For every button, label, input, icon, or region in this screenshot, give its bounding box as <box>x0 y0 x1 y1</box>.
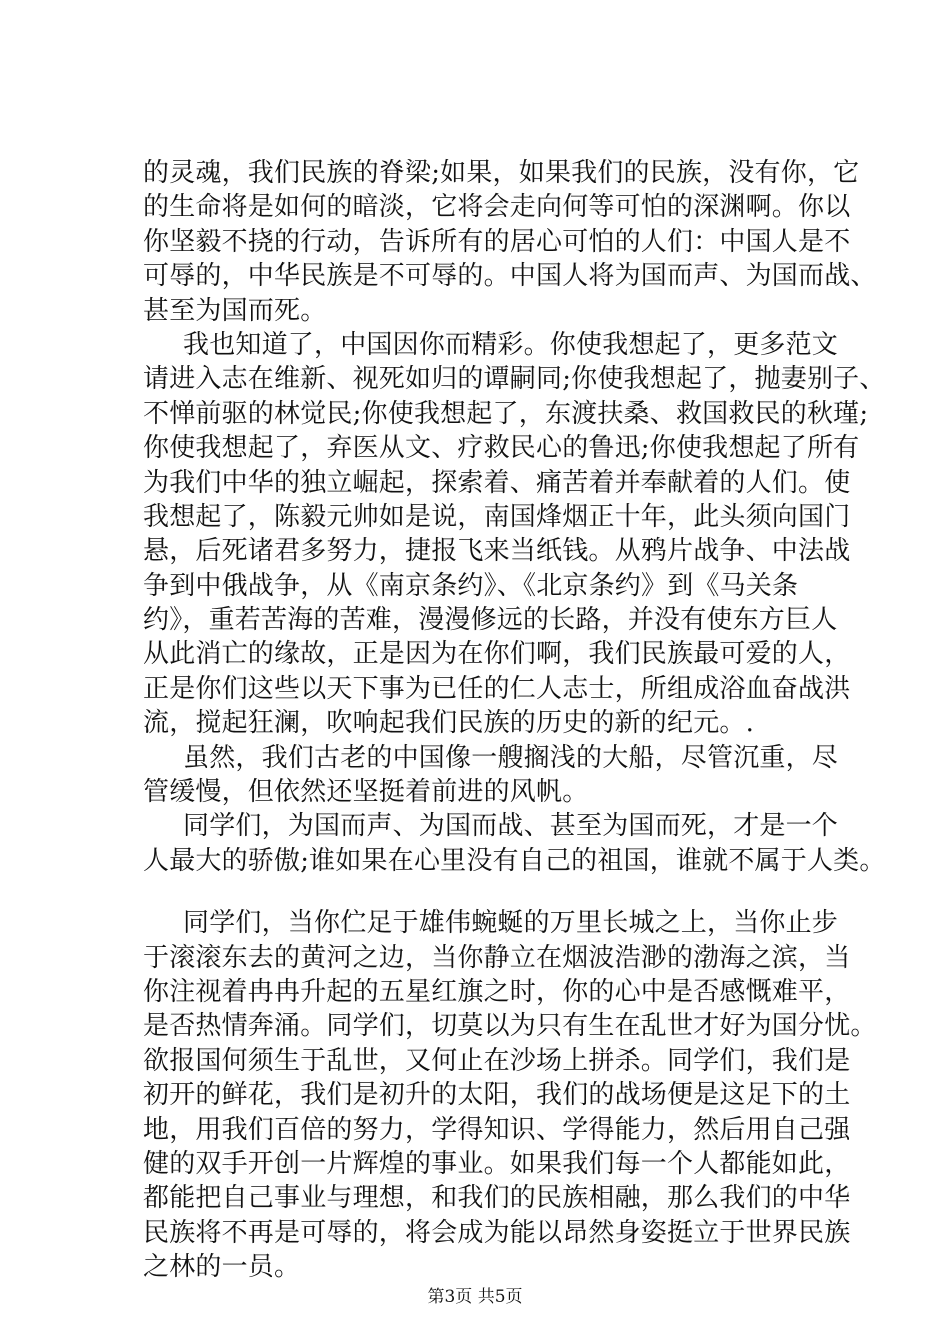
text-line: 约》，重若苦海的苦难，漫漫修远的长路，并没有使东方巨人 <box>143 605 838 636</box>
paragraph-gap <box>143 878 863 906</box>
text-line: 虽然，我们古老的中国像一艘搁浅的大船，尽管沉重，尽 <box>183 742 839 773</box>
text-line: 的生命将是如何的暗淡，它将会走向何等可怕的深渊啊。你以 <box>143 192 851 223</box>
page-number-footer: 第3页 共5页 <box>427 1287 523 1307</box>
text-line: 请进入志在维新、视死如归的谭嗣同;你使我想起了，抛妻别子、 <box>143 364 886 395</box>
text-line: 人最大的骄傲;谁如果在心里没有自己的祖国，谁就不属于人类。 <box>143 845 886 876</box>
text-line: 我也知道了，中国因你而精彩。你使我想起了，更多范文 <box>183 329 839 360</box>
text-line: 欲报国何须生于乱世，又何止在沙场上拼杀。同学们，我们是 <box>143 1045 851 1076</box>
paragraph <box>143 328 886 741</box>
text-line: 同学们，当你伫足于雄伟蜿蜒的万里长城之上，当你止步 <box>183 908 839 939</box>
text-line: 你注视着冉冉升起的五星红旗之时，你的心中是否感慨难平， <box>143 976 851 1007</box>
text-line: 从此消亡的缘故，正是因为在你们啊，我们民族最可爱的人， <box>143 639 851 670</box>
text-line: 正是你们这些以天下事为已任的仁人志士，所组成浴血奋战洪 <box>143 673 851 704</box>
text-line: 流，搅起狂澜，吹响起我们民族的历史的新的纪元。. <box>143 708 755 739</box>
text-line: 民族将不再是可辱的，将会成为能以昂然身姿挺立于世界民族 <box>143 1217 851 1248</box>
text-line: 地，用我们百倍的努力，学得知识、学得能力，然后用自己强 <box>143 1114 851 1145</box>
paragraph <box>143 809 886 878</box>
text-line: 为我们中华的独立崛起，探索着、痛苦着并奉献着的人们。使 <box>143 467 851 498</box>
document-body <box>143 156 886 1285</box>
text-line: 都能把自己事业与理想，和我们的民族相融，那么我们的中华 <box>143 1183 851 1214</box>
paragraph <box>143 741 863 810</box>
text-line: 的灵魂，我们民族的脊梁;如果，如果我们的民族，没有你，它 <box>143 158 860 188</box>
text-line: 争到中俄战争，从《南京条约》、《北京条约》到《马关条 <box>143 570 799 601</box>
text-line: 甚至为国而死。 <box>143 295 327 326</box>
text-line: 你坚毅不挠的行动，告诉所有的居心可怕的人们：中国人是不 <box>143 226 851 257</box>
text-line: 可辱的，中华民族是不可辱的。中国人将为国而声、为国而战、 <box>143 261 877 292</box>
text-line: 悬，后死诸君多努力，捷报飞来当纸钱。从鸦片战争、中法战 <box>143 536 851 567</box>
text-line: 同学们，为国而声、为国而战、甚至为国而死，才是一个 <box>183 811 839 842</box>
text-line: 健的双手开创一片辉煌的事业。如果我们每一个人都能如此， <box>143 1148 851 1179</box>
text-line: 你使我想起了，弃医从文、疗救民心的鲁迅;你使我想起了所有 <box>143 433 860 464</box>
paragraph <box>143 906 877 1284</box>
text-line: 不惮前驱的林觉民;你使我想起了，东渡扶桑、救国救民的秋瑾; <box>143 398 869 429</box>
text-line: 管缓慢，但依然还坚挺着前进的风帆。 <box>143 777 589 808</box>
paragraph <box>143 156 877 328</box>
text-line: 是否热情奔涌。同学们，切莫以为只有生在乱世才好为国分忧。 <box>143 1011 877 1042</box>
text-line: 之林的一员。 <box>143 1252 301 1283</box>
text-line: 我想起了，陈毅元帅如是说，南国烽烟正十年，此头须向国门 <box>143 501 851 532</box>
text-line: 初开的鲜花，我们是初升的太阳，我们的战场便是这足下的土 <box>143 1080 851 1111</box>
text-line: 于滚滚东去的黄河之边，当你静立在烟波浩渺的渤海之滨，当 <box>143 942 851 973</box>
